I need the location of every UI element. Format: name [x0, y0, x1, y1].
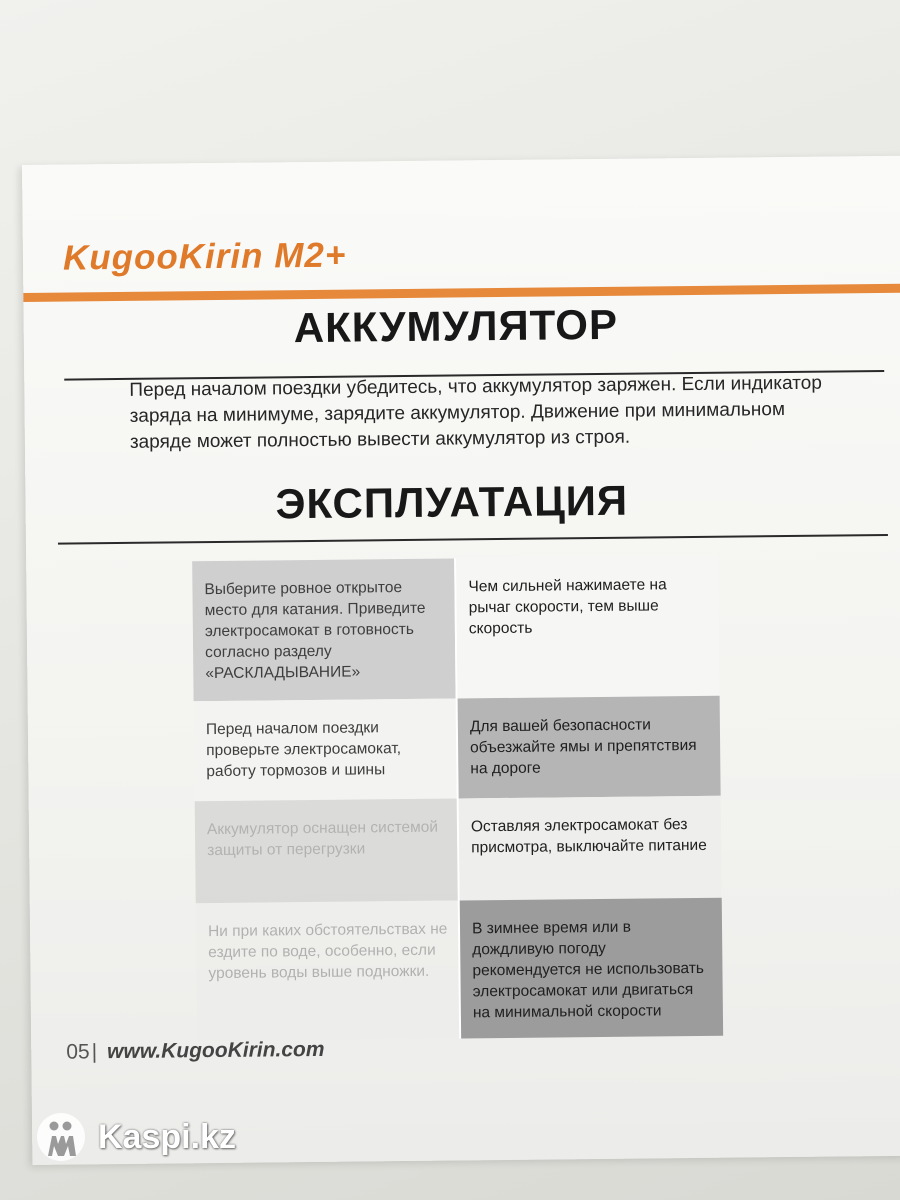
page-footer [66, 1038, 324, 1065]
battery-heading: АККУМУЛЯТОР [293, 300, 619, 352]
tip-cell: Для вашей безопасности объезжайте ямы и препятствия на дороге [458, 696, 721, 799]
tip-cell: Аккумулятор оснащен системой защиты от перегрузки [195, 798, 458, 903]
tip-cell: Ни при каких обстоятельствах не ездите по воде, особенно, если уровень воды выше подножки. [196, 900, 459, 1041]
brand-logo: KugooKirin M2+ [62, 235, 347, 278]
tip-cell: Перед началом поездки проверьте электросамокат, работу тормозов и шины [194, 698, 457, 801]
tips-row [196, 897, 745, 1041]
tips-row [194, 695, 743, 801]
kaspi-figures-icon [36, 1112, 86, 1162]
tip-cell: Выберите ровное открытое место для катания. Приведите электросамокат в готовность согласно разделу «РАСКЛАДЫВАНИЕ» [192, 558, 455, 701]
tips-row [195, 795, 744, 903]
watermark-text: Kaspi.kz [98, 1117, 236, 1156]
page-number: 05 [66, 1040, 90, 1064]
tip-cell: Чем сильней нажимаете на рычаг скорости, тем выше скорость [456, 556, 719, 699]
operation-divider [58, 534, 888, 545]
tips-row [192, 556, 741, 702]
orange-divider [23, 284, 900, 302]
operation-heading: ЭКСПЛУАТАЦИЯ [275, 476, 629, 528]
tip-cell: В зимнее время или в дождливую погоду рекомендуется не использовать электросамокат или двигаться на минимальной скорости [460, 898, 723, 1039]
footer-separator: | [91, 1040, 98, 1064]
footer-url: www.KugooKirin.com [106, 1037, 325, 1064]
tip-cell: Оставляя электросамокат без присмотра, выключайте питание [459, 796, 722, 901]
kaspi-watermark [36, 1112, 236, 1162]
manual-page [22, 156, 900, 1165]
tips-grid [192, 556, 745, 1042]
battery-paragraph: Перед началом поездки убедитесь, что аккумулятор заряжен. Если индикатор заряда на минимуме, зарядите аккумулятор. Движение при минимальном заряде может полностью вывести аккумулятор из строя. [129, 372, 822, 453]
